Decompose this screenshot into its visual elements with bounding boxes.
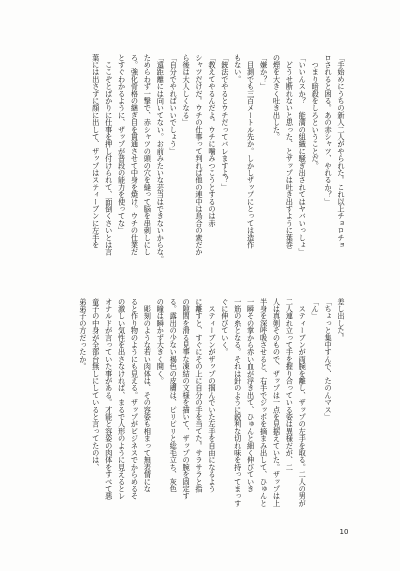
text-column: る。露出の少ない褐色の皮膚は、ピリピリと総毛立ち、灰色 — [169, 298, 179, 493]
text-column: の瞳は瞬かず大きく開く。 — [156, 298, 166, 385]
text-column: 弟弟子の方だったか。 — [78, 298, 88, 370]
text-column: つまり暗殺をしろということだ。 — [311, 54, 321, 170]
text-column: 「いいんスか？ 能満の組織に騒ぎ出されてはヤバいっしょ」 — [298, 54, 308, 256]
text-column: ると作り物のようにも見える。ザップがビジネスでからめるそ — [130, 298, 140, 500]
text-column: 一瞬その掌から赤い血が浮き出て、ひゅんと細く伸びていき — [246, 298, 256, 493]
text-column: 二人連れ立って手を握り合っている姿は異様だが、二 — [285, 298, 295, 471]
text-column: の隙間を滑る見事な凍結の文様を描いて、ザップの腕を固定す — [182, 298, 192, 500]
text-column: ここぞとばかりに仕事を押し付けられて、面倒くさいとは言 — [104, 54, 114, 256]
page-number: 10 — [339, 528, 349, 536]
text-column: ロされると困る。あの赤シャツ、やれるか？」 — [324, 54, 334, 206]
text-column: 「ん」 — [311, 298, 321, 320]
text-column: ためらわず一撃で、赤シャツの頭の穴を縫って脳を串刺しにし — [143, 54, 153, 256]
text-column: の激しい気性を出さなければ、まるで人形のように見えるとレ — [117, 298, 127, 500]
text-column: 「教えてやるんだよ。ウチに噛みつこうとするのは赤 — [207, 54, 217, 227]
text-column: シャツだけだ。ウチの仕事って判れば他の連中は烏合の衆だか — [195, 54, 205, 256]
text-column: ら後は大人しくなる」 — [182, 54, 192, 126]
text-column: とすぐわかるように、ザップが普段の能力を使ってな」 — [117, 54, 127, 234]
text-column: ろ。強化骨格の継ぎ目を貫通させて中身を焼け。ウチの仕業だ — [130, 54, 140, 256]
text-column: に離すと、すぐにその上に自分の手を当てた。サラサラと指 — [195, 298, 205, 493]
text-column: オナルドが言っていた事がある。才能と容姿の肉体をすべて悪 — [104, 298, 114, 500]
text-column: ぐに伸びていく。 — [220, 298, 230, 356]
lower-text-block — [75, 298, 347, 510]
text-column: 一筋の糸となる。それは針のように鋭利な切れ味を持ってまっす — [233, 298, 243, 507]
text-column: 「手始めにうちの新人二人がやられた。これ以上チョロチョ — [337, 54, 346, 249]
text-column: 差し出した。 — [337, 298, 346, 342]
text-column: スティーブンが両腕を離し、ザップの左手を取る。二人の男が — [298, 298, 308, 507]
text-column: 彫刻のような若い肉体は、その容姿も相まって無表情にな — [143, 298, 153, 493]
text-column: 「ちょっと集中すんで、たのんマス」 — [324, 298, 334, 421]
text-column: 童子の中身が全部台無しにしていると言ってたのは、 — [91, 298, 101, 471]
text-column: 半身を深呼吸させると、右手でジッポを摘まみ出して、ひゅんと — [259, 298, 269, 507]
text-column: 人は真剣そのもので、ザップは一点を見据えていた。ザップは上 — [272, 298, 282, 507]
text-column: 「遠距離には向いてない。お前みたいな芸当はできないからな。 — [156, 54, 166, 263]
text-column: 「嫌か？」 — [259, 54, 269, 90]
text-column: スティーブンがザップの掴んでいた左手を自由になるよう — [207, 298, 217, 493]
text-column: どうせ断れないと思った、とザップは吐き出すように葉巻 — [285, 54, 295, 249]
text-column: 目測でも三百メートル先か。しかしザップにとっては造作 — [246, 54, 256, 249]
text-column: もない。 — [233, 54, 243, 83]
text-column: 「自分でやればいいでしょう」 — [169, 54, 179, 155]
upper-text-block — [75, 54, 347, 266]
text-column: の煙を大きく吐き出した。 — [272, 54, 282, 141]
text-column: 葉には出さずに顔に出して、ザップはスティーブンに左手を — [91, 54, 101, 249]
text-column: 「銃法でやるとウチだってバレますよ？」 — [220, 54, 230, 191]
